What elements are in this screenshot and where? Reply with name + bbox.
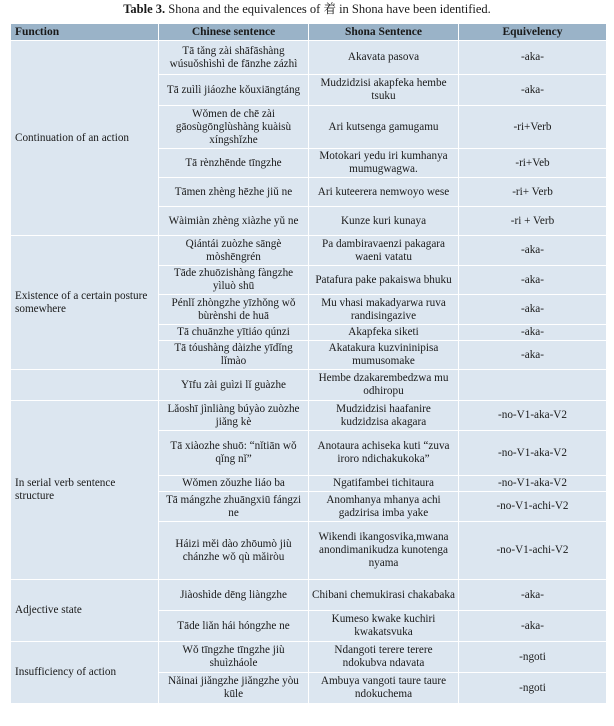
chinese-sentence-cell: Tā zuìlì jiáozhe kǒuxiāngtáng xyxy=(159,75,309,106)
chinese-sentence-cell: Tā tǎng zài shāfāshàng wúsuǒshìshì de fānzhe zázhì xyxy=(159,41,309,75)
chinese-sentence-cell: Wǒmen de chē zài gāosùgōnglùshàng kuàisù xíngshǐzhe xyxy=(159,106,309,149)
equivalency-cell: -aka- xyxy=(459,580,607,611)
equivalency-cell: -no-V1-aka-V2 xyxy=(459,476,607,492)
equivalency-cell: -ri+Veb xyxy=(459,149,607,178)
caption-text: Shona and the equivalences of 着 in Shona have been identified. xyxy=(168,2,491,16)
equivalency-cell: -ri+ Verb xyxy=(459,178,607,207)
chinese-sentence-cell: Tāmen zhèng hēzhe jiǔ ne xyxy=(159,178,309,207)
equivalency-cell: -aka- xyxy=(459,341,607,370)
table-caption xyxy=(0,0,614,20)
equivalency-cell: -ri + Verb xyxy=(459,207,607,236)
chinese-sentence-cell: Tā chuānzhe yītiáo qúnzi xyxy=(159,325,309,341)
shona-sentence-cell: Akapfeka siketi xyxy=(309,325,459,341)
shona-sentence-cell: Anotaura achiseka kuti “zuva iroro ndichakukoka” xyxy=(309,431,459,476)
shona-sentence-cell: Ari kutsenga gamugamu xyxy=(309,106,459,149)
table-row xyxy=(11,642,607,673)
equivalency-cell: -aka- xyxy=(459,325,607,341)
equivalency-cell xyxy=(459,370,607,401)
chinese-sentence-cell: Jiàoshìde dēng liàngzhe xyxy=(159,580,309,611)
shona-sentence-cell: Ngatifambei tichitaura xyxy=(309,476,459,492)
chinese-sentence-cell: Tā rènzhēnde tīngzhe xyxy=(159,149,309,178)
equivalency-cell: -aka- xyxy=(459,75,607,106)
table-row xyxy=(11,41,607,75)
shona-sentence-cell: Patafura pake pakaiswa bhuku xyxy=(309,266,459,295)
shona-sentence-cell: Chibani chemukirasi chakabaka xyxy=(309,580,459,611)
function-cell: Insufficiency of action xyxy=(11,642,159,704)
equivalency-cell: -ngoti xyxy=(459,642,607,673)
chinese-sentence-cell: Qiántái zuòzhe sāngè mòshēngrén xyxy=(159,236,309,266)
equivalency-cell: -no-V1-achi-V2 xyxy=(459,492,607,522)
chinese-sentence-cell: Tāde zhuōzishàng fàngzhe yìluò shū xyxy=(159,266,309,295)
shona-sentence-cell: Anomhanya mhanya achi gadzirisa imba yake xyxy=(309,492,459,522)
function-cell xyxy=(11,370,159,401)
shona-sentence-cell: Motokari yedu iri kumhanya mumugwagwa. xyxy=(309,149,459,178)
table-row xyxy=(11,580,607,611)
shona-sentence-cell: Hembe dzakarembedzwa mu odhiropu xyxy=(309,370,459,401)
chinese-sentence-cell: Tāde liǎn hái hóngzhe ne xyxy=(159,611,309,642)
equivalency-cell: -ngoti xyxy=(459,673,607,704)
chinese-sentence-cell: Tā xiàozhe shuō: “nǐtiān wǒ qǐng nǐ” xyxy=(159,431,309,476)
shona-sentence-cell: Mu vhasi makadyarwa ruva randisingazive xyxy=(309,295,459,325)
shona-sentence-cell: Ari kuteerera nemwoyo wese xyxy=(309,178,459,207)
function-cell: Existence of a certain posture somewhere xyxy=(11,236,159,370)
chinese-sentence-cell: Wàimiàn zhèng xiàzhe yǔ ne xyxy=(159,207,309,236)
shona-sentence-cell: Pa dambiravaenzi pakagara waeni vatatu xyxy=(309,236,459,266)
chinese-sentence-cell: Nǎinai jiǎngzhe jiǎngzhe yòu kūle xyxy=(159,673,309,704)
shona-sentence-cell: Kumeso kwake kuchiri kwakatsvuka xyxy=(309,611,459,642)
caption-label: Table 3. xyxy=(123,2,166,16)
equivalency-cell: -no-V1-achi-V2 xyxy=(459,522,607,580)
chinese-sentence-cell: Tā tóushàng dàizhe yīdǐng lǐmào xyxy=(159,341,309,370)
table-row xyxy=(11,370,607,401)
header-row xyxy=(11,24,607,41)
header-chinese: Chinese sentence xyxy=(159,24,309,41)
shona-sentence-cell: Wikendi ikangosvika,mwana anondimanikudza kunotenga nyama xyxy=(309,522,459,580)
shona-sentence-cell: Akatakura kuzvininipisa mumusomake xyxy=(309,341,459,370)
equivalency-cell: -no-V1-aka-V2 xyxy=(459,431,607,476)
function-cell: In serial verb sentence structure xyxy=(11,401,159,580)
header-shona: Shona Sentence xyxy=(309,24,459,41)
chinese-sentence-cell: Tā mángzhe zhuāngxiū fángzi ne xyxy=(159,492,309,522)
chinese-sentence-cell: Wǒ tīngzhe tīngzhe jiù shuìzháole xyxy=(159,642,309,673)
shona-sentence-cell: Mudzidzisi akapfeka hembe tsuku xyxy=(309,75,459,106)
shona-sentence-cell: Kunze kuri kunaya xyxy=(309,207,459,236)
table-body xyxy=(11,41,607,704)
function-cell: Adjective state xyxy=(11,580,159,642)
equivalency-cell: -ri+Verb xyxy=(459,106,607,149)
table-row xyxy=(11,236,607,266)
shona-sentence-cell: Ambuya vangoti taure taure ndokuchema xyxy=(309,673,459,704)
chinese-sentence-cell: Pénlǐ zhòngzhe yīzhǒng wǒ bùrènshi de huā xyxy=(159,295,309,325)
equivalency-cell: -aka- xyxy=(459,611,607,642)
equivalence-table xyxy=(10,23,607,704)
header-function: Function xyxy=(11,24,159,41)
equivalency-cell: -aka- xyxy=(459,236,607,266)
equivalency-cell: -aka- xyxy=(459,41,607,75)
shona-sentence-cell: Ndangoti terere terere ndokubva ndavata xyxy=(309,642,459,673)
equivalency-cell: -no-V1-aka-V2 xyxy=(459,401,607,431)
function-cell: Continuation of an action xyxy=(11,41,159,236)
header-equivalency: Equivelency xyxy=(459,24,607,41)
chinese-sentence-cell: Yīfu zài guìzi lǐ guàzhe xyxy=(159,370,309,401)
table-row xyxy=(11,401,607,431)
equivalency-cell: -aka- xyxy=(459,266,607,295)
chinese-sentence-cell: Lǎoshī jìnliàng búyào zuòzhe jiǎng kè xyxy=(159,401,309,431)
shona-sentence-cell: Mudzidzisi haafanire kudzidzisa akagara xyxy=(309,401,459,431)
chinese-sentence-cell: Háizi měi dào zhōumò jiù chánzhe wǒ qù mǎiròu xyxy=(159,522,309,580)
shona-sentence-cell: Akavata pasova xyxy=(309,41,459,75)
chinese-sentence-cell: Wǒmen zǒuzhe liáo ba xyxy=(159,476,309,492)
equivalency-cell: -aka- xyxy=(459,295,607,325)
